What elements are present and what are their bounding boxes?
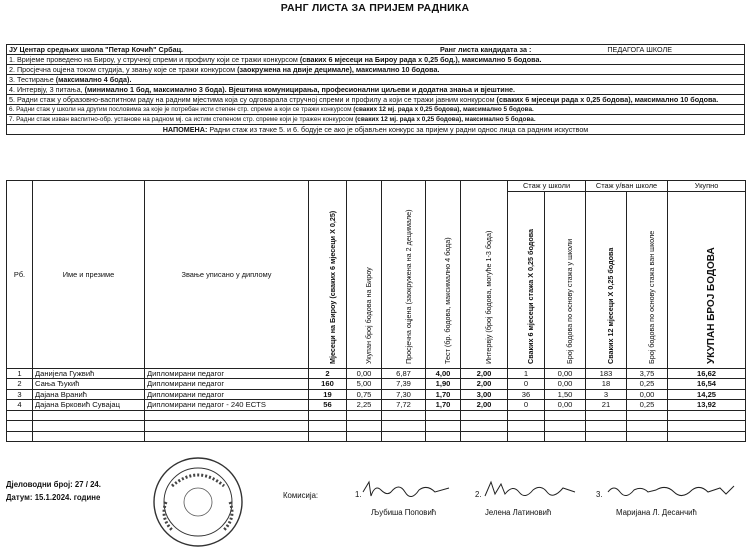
cell-value — [586, 431, 627, 442]
table-row — [7, 368, 746, 379]
cell-value: 7,72 — [382, 400, 426, 411]
cell-value — [309, 410, 347, 421]
cell-value — [586, 410, 627, 421]
cell-value — [508, 431, 545, 442]
cell-rb: 3 — [7, 389, 33, 400]
signature-2 — [475, 478, 585, 504]
position-name: ПЕДАГОГА ШКОЛЕ — [607, 45, 672, 54]
col-outside-months: Сваких 12 мјесеци X 0,25 бодова — [586, 191, 627, 368]
col-biro-months: Мјесеци на Бироу (сваких 6 мјесеци X 0,25) — [309, 181, 347, 369]
table-row — [7, 431, 746, 442]
date-value: 15.1.2024. године — [34, 493, 101, 502]
table-row — [7, 400, 746, 411]
page-title: РАНГ ЛИСТА ЗА ПРИЈЕМ РАДНИКА — [280, 2, 470, 14]
official-seal — [152, 456, 244, 548]
cell-value: 2,00 — [461, 400, 508, 411]
col-outside-points: Број бодова по основу стажа ван школе — [627, 191, 668, 368]
cell-value: 7,39 — [382, 379, 426, 390]
col-avg-grade: Просјечна оцјена (заокружена на 2 децимале) — [382, 181, 426, 369]
cell-name — [33, 421, 145, 432]
cell-value: 1,70 — [426, 389, 461, 400]
cell-value — [382, 410, 426, 421]
criterion-4: 4. Интервју, 3 питања, (минимално 1 бод, максимално 3 бода). Вјештина комуницирања, професионални циљеви и додатна знања и вјештине. — [7, 85, 745, 95]
cell-value — [461, 421, 508, 432]
cell-value — [347, 431, 382, 442]
cell-value — [545, 431, 586, 442]
cell-value — [382, 421, 426, 432]
group-school: Стаж у школи — [508, 181, 586, 192]
cell-value: 0,00 — [545, 379, 586, 390]
cell-title — [145, 431, 309, 442]
cell-value: 0 — [508, 379, 545, 390]
cell-value — [627, 421, 668, 432]
cell-value: 16,54 — [668, 379, 746, 390]
cell-value: 3 — [586, 389, 627, 400]
cell-value: 2,00 — [461, 368, 508, 379]
cell-value: 0,75 — [347, 389, 382, 400]
record-info — [6, 478, 101, 504]
cell-value: 5,00 — [347, 379, 382, 390]
cell-value — [309, 431, 347, 442]
cell-value: 1,90 — [426, 379, 461, 390]
signature-3 — [596, 478, 746, 504]
criterion-1: 1. Вријеме проведено на Бироу, у стручној спреми и профилу који се тражи конкурсом (сваких 6 мјесеци на Бироу рада x 0,25 бод.), максимално 5 бодова. — [7, 55, 745, 65]
cell-name: Дајана Брковић Сувајац — [33, 400, 145, 411]
cell-value: 183 — [586, 368, 627, 379]
cell-value — [586, 421, 627, 432]
cell-value: 36 — [508, 389, 545, 400]
criterion-2: 2. Просјечна оцјена током студија, у звању које се тражи конкурсом (заокружена на двије децимале), максимално 10 бодова. — [7, 65, 745, 75]
cell-rb — [7, 410, 33, 421]
cell-rb: 1 — [7, 368, 33, 379]
col-test: Тест (бр. бодова, максимално 4 бода) — [426, 181, 461, 369]
cell-name: Данијела Гужвић — [33, 368, 145, 379]
cell-value: 0 — [508, 400, 545, 411]
criterion-7: 7. Радни стаж изван васпитно-обр. установе на радном мј. са истим степеном стр. спреме који је тражен конкурсом (сваких 12 мј. рада x 0,25 бодова), максимално 5 бодова. — [7, 115, 745, 125]
table-row — [7, 389, 746, 400]
col-total-points: УКУПАН БРОЈ БОДОВА — [668, 191, 746, 368]
cell-value: 0,00 — [347, 368, 382, 379]
cell-value: 3,00 — [461, 389, 508, 400]
cell-value — [627, 410, 668, 421]
cell-value: 2,25 — [347, 400, 382, 411]
cell-title: Дипломирани педагог — [145, 368, 309, 379]
cell-value — [347, 410, 382, 421]
table-row — [7, 410, 746, 421]
cell-title — [145, 421, 309, 432]
cell-value — [426, 421, 461, 432]
cell-value — [508, 421, 545, 432]
cell-value: 56 — [309, 400, 347, 411]
criteria-table — [6, 44, 745, 135]
criterion-5: 5. Радни стаж у образовно-васпитном раду на радним мјестима која су одговарала стручној спреми и профилу а који се тражи јавним конкурсом (сваких 6 мјесеци рада x 0,25 бодова), максимално 10 бодова. — [7, 95, 745, 105]
table-row — [7, 421, 746, 432]
table-body — [7, 368, 746, 442]
cell-rb — [7, 421, 33, 432]
cell-value: 0,25 — [627, 379, 668, 390]
cell-rb — [7, 431, 33, 442]
signature-1 — [355, 478, 465, 504]
cell-value — [545, 421, 586, 432]
cell-value: 14,25 — [668, 389, 746, 400]
cell-rb: 4 — [7, 400, 33, 411]
cell-value: 19 — [309, 389, 347, 400]
cell-value: 0,00 — [545, 368, 586, 379]
group-outside: Стаж у/ван школе — [586, 181, 668, 192]
cell-value: 2 — [309, 368, 347, 379]
cell-name — [33, 431, 145, 442]
cell-value — [426, 431, 461, 442]
record-value: 27 / 24. — [74, 480, 101, 489]
cell-value — [309, 421, 347, 432]
cell-title: Дипломирани педагог — [145, 389, 309, 400]
col-title: Звање уписано у диплому — [145, 181, 309, 369]
cell-value: 0,25 — [627, 400, 668, 411]
cell-name: Дајана Вранић — [33, 389, 145, 400]
cell-name — [33, 410, 145, 421]
candidates-label: Ранг листа кандидата за : — [439, 45, 532, 54]
cell-value — [461, 431, 508, 442]
group-total: Укупно — [668, 181, 746, 192]
col-rb: Рб. — [7, 181, 33, 369]
cell-value: 18 — [586, 379, 627, 390]
criterion-6: 6. Радни стаж у школи на другим пословима за које је потребан исти степен стр. спреме а који се тражи конкурсом (сваких 12 мј. рада x 0,25 бодова), максимално 5 бодова. — [7, 105, 745, 115]
criterion-3: 3. Тестирање (максимално 4 бода). — [7, 75, 745, 85]
cell-value — [668, 431, 746, 442]
cell-value: 13,92 — [668, 400, 746, 411]
col-school-months: Сваких 6 мјесеци стажа X 0,25 бодова — [508, 191, 545, 368]
cell-value — [668, 421, 746, 432]
ranking-table — [6, 180, 746, 442]
cell-value: 6,87 — [382, 368, 426, 379]
cell-value — [508, 410, 545, 421]
cell-title: Дипломирани педагог - 240 ECTS — [145, 400, 309, 411]
cell-rb: 2 — [7, 379, 33, 390]
cell-value: 7,30 — [382, 389, 426, 400]
cell-title — [145, 410, 309, 421]
cell-value: 2,00 — [461, 379, 508, 390]
record-label: Дјеловодни број: — [6, 480, 73, 489]
cell-value: 1,70 — [426, 400, 461, 411]
commission-label: Комисија: — [283, 491, 319, 500]
cell-value — [461, 410, 508, 421]
institution-name: ЈУ Центар средњих школа "Петар Кочић" Србац. — [9, 45, 183, 54]
table-row — [7, 379, 746, 390]
cell-value: 0,00 — [545, 400, 586, 411]
cell-value — [426, 410, 461, 421]
col-biro-points: Укупан број бодова на Бироу — [347, 181, 382, 369]
col-interview: Интервју (број бодова, могуће 1-3 бода) — [461, 181, 508, 369]
cell-value: 3,75 — [627, 368, 668, 379]
cell-value — [347, 421, 382, 432]
cell-value: 21 — [586, 400, 627, 411]
cell-value: 1 — [508, 368, 545, 379]
cell-value: 4,00 — [426, 368, 461, 379]
cell-value — [668, 410, 746, 421]
cell-value: 160 — [309, 379, 347, 390]
cell-value: 1,50 — [545, 389, 586, 400]
note-row: НАПОМЕНА: Радни стаж из тачке 5. и 6. бодује се ако је објављен конкурс за пријем у радни однос лица са радним искуством — [7, 125, 745, 135]
cell-value: 0,00 — [627, 389, 668, 400]
col-school-points: Број бодова по основу стажа у школи — [545, 191, 586, 368]
cell-name: Сања Ђукић — [33, 379, 145, 390]
date-label: Датум: — [6, 493, 33, 502]
cell-value — [627, 431, 668, 442]
cell-value — [545, 410, 586, 421]
cell-value — [382, 431, 426, 442]
col-name: Име и презиме — [33, 181, 145, 369]
header-row — [7, 45, 745, 55]
cell-title: Дипломирани педагог — [145, 379, 309, 390]
cell-value: 16,62 — [668, 368, 746, 379]
